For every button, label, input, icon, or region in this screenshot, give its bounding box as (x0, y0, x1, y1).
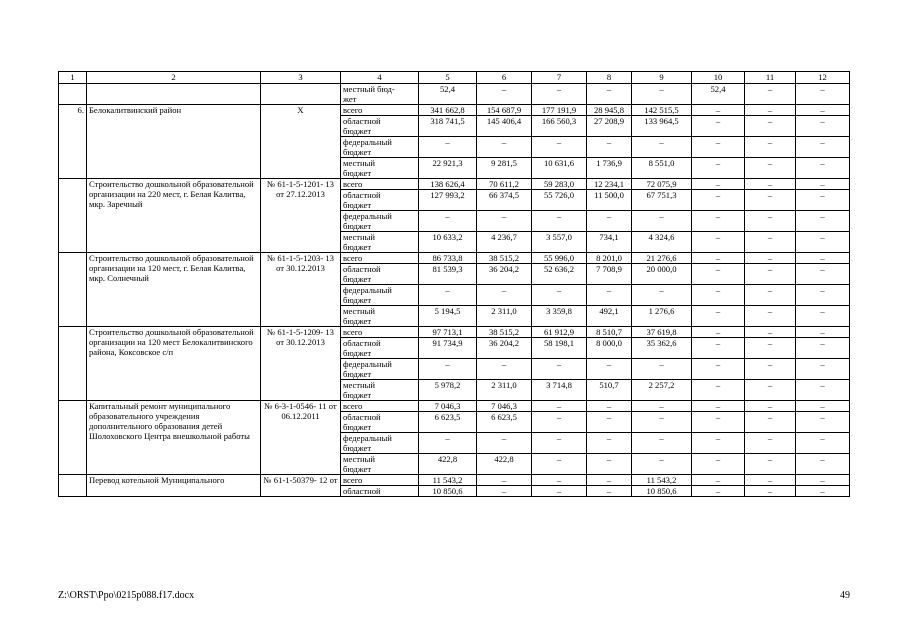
amount-cell: 166 560,3 (532, 116, 587, 137)
amount-cell: 422,8 (419, 454, 477, 475)
amount-cell: 38 515,2 (477, 327, 532, 338)
amount-cell: – (692, 116, 745, 137)
amount-cell: 11 543,2 (419, 475, 477, 486)
funding-source-cell: всего (341, 105, 419, 116)
amount-cell: – (587, 84, 632, 105)
amount-cell: – (745, 211, 796, 232)
funding-source-cell: местный бюджет (341, 232, 419, 253)
column-number: 6 (477, 72, 532, 84)
amount-cell: – (796, 190, 850, 211)
amount-cell: 58 198,1 (532, 338, 587, 359)
amount-cell: 2 311,0 (477, 306, 532, 327)
amount-cell: 492,1 (587, 306, 632, 327)
amount-cell: – (632, 84, 692, 105)
amount-cell: – (692, 338, 745, 359)
column-number: 3 (261, 72, 341, 84)
amount-cell: 37 619,8 (632, 327, 692, 338)
amount-cell: 86 733,8 (419, 253, 477, 264)
amount-cell: – (477, 359, 532, 380)
amount-cell: – (796, 306, 850, 327)
amount-cell: 3 359,8 (532, 306, 587, 327)
amount-cell: – (692, 475, 745, 486)
amount-cell: – (532, 84, 587, 105)
amount-cell: – (796, 401, 850, 412)
amount-cell: 734,1 (587, 232, 632, 253)
funding-source-cell: местный бюджет (341, 380, 419, 401)
amount-cell: 2 311,0 (477, 380, 532, 401)
amount-cell: 127 993,2 (419, 190, 477, 211)
amount-cell: 36 204,2 (477, 264, 532, 285)
amount-cell: – (632, 454, 692, 475)
column-number: 10 (692, 72, 745, 84)
amount-cell: – (632, 137, 692, 158)
project-name-cell: Белокалитвинский район (87, 105, 261, 179)
amount-cell: 5 194,5 (419, 306, 477, 327)
amount-cell: – (796, 475, 850, 486)
amount-cell: – (796, 158, 850, 179)
amount-cell: – (745, 475, 796, 486)
column-number: 12 (796, 72, 850, 84)
row-number-cell (59, 253, 87, 327)
amount-cell: – (796, 359, 850, 380)
amount-cell: 3 557,0 (532, 232, 587, 253)
funding-source-cell: местный бюджет (341, 454, 419, 475)
amount-cell: – (745, 158, 796, 179)
amount-cell: – (796, 327, 850, 338)
funding-source-cell: областной бюджет (341, 264, 419, 285)
amount-cell: – (745, 306, 796, 327)
amount-cell: 3 714,8 (532, 380, 587, 401)
table-row (59, 253, 850, 264)
amount-cell: – (745, 232, 796, 253)
amount-cell: – (796, 264, 850, 285)
amount-cell: 8 551,0 (632, 158, 692, 179)
amount-cell: – (632, 433, 692, 454)
amount-cell: 55 726,0 (532, 190, 587, 211)
amount-cell: 70 611,2 (477, 179, 532, 190)
project-code-cell: № 61-1-5-1203- 13 от 30.12.2013 (261, 253, 341, 327)
amount-cell: – (477, 285, 532, 306)
amount-cell: – (532, 211, 587, 232)
project-name-cell: Перевод котельной Муниципального (87, 475, 261, 497)
amount-cell: – (692, 264, 745, 285)
column-number: 11 (745, 72, 796, 84)
amount-cell: – (532, 359, 587, 380)
amount-cell: – (587, 211, 632, 232)
amount-cell: 27 208,9 (587, 116, 632, 137)
funding-source-cell: всего (341, 327, 419, 338)
row-number-cell: 6. (59, 105, 87, 179)
project-name-cell: Строительство дошкольной образовательной организации на 220 мест, г. Белая Калитва, мкр. Заречный (87, 179, 261, 253)
project-code-cell (261, 84, 341, 105)
amount-cell: 8 000,0 (587, 338, 632, 359)
funding-source-cell: областной (341, 486, 419, 497)
funding-source-cell: всего (341, 401, 419, 412)
amount-cell: 36 204,2 (477, 338, 532, 359)
amount-cell: 9 281,5 (477, 158, 532, 179)
project-name-cell (87, 84, 261, 105)
amount-cell: 11 500,0 (587, 190, 632, 211)
amount-cell: 10 631,6 (532, 158, 587, 179)
amount-cell: – (692, 486, 745, 497)
amount-cell: – (796, 253, 850, 264)
amount-cell: – (745, 285, 796, 306)
amount-cell: – (745, 137, 796, 158)
table-row (59, 179, 850, 190)
project-code-cell: Х (261, 105, 341, 179)
amount-cell: 72 075,9 (632, 179, 692, 190)
amount-cell: – (587, 475, 632, 486)
amount-cell: – (796, 211, 850, 232)
amount-cell: – (587, 412, 632, 433)
amount-cell: – (632, 401, 692, 412)
amount-cell: – (745, 412, 796, 433)
amount-cell: – (745, 359, 796, 380)
table-row (59, 475, 850, 486)
budget-table (58, 71, 850, 497)
amount-cell: 2 257,2 (632, 380, 692, 401)
funding-source-cell: местный бюд- жет (341, 84, 419, 105)
amount-cell: – (587, 486, 632, 497)
amount-cell: – (419, 285, 477, 306)
project-code-cell: № 61-1-50379- 12 от (261, 475, 341, 497)
amount-cell: – (632, 285, 692, 306)
funding-source-cell: всего (341, 253, 419, 264)
page-number: 49 (840, 590, 850, 601)
amount-cell: – (692, 454, 745, 475)
amount-cell: 10 850,6 (632, 486, 692, 497)
amount-cell: 81 539,3 (419, 264, 477, 285)
amount-cell: 10 633,2 (419, 232, 477, 253)
amount-cell: – (745, 380, 796, 401)
project-code-cell: № 6-3-1-0546- 11 от 06.12.2011 (261, 401, 341, 475)
amount-cell: 66 374,5 (477, 190, 532, 211)
amount-cell: – (796, 137, 850, 158)
amount-cell: 7 046,3 (477, 401, 532, 412)
amount-cell: – (692, 412, 745, 433)
amount-cell: 20 000,0 (632, 264, 692, 285)
amount-cell: – (745, 190, 796, 211)
amount-cell: – (796, 412, 850, 433)
amount-cell: 177 191,9 (532, 105, 587, 116)
amount-cell: – (632, 412, 692, 433)
amount-cell: – (587, 433, 632, 454)
amount-cell: – (477, 486, 532, 497)
amount-cell: – (692, 285, 745, 306)
amount-cell: – (745, 401, 796, 412)
funding-source-cell: областной бюджет (341, 338, 419, 359)
amount-cell: – (692, 401, 745, 412)
amount-cell: – (692, 137, 745, 158)
amount-cell: – (745, 84, 796, 105)
amount-cell: – (587, 401, 632, 412)
table-row (59, 84, 850, 105)
amount-cell: 4 324,6 (632, 232, 692, 253)
project-code-cell: № 61-1-5-1201- 13 от 27.12.2013 (261, 179, 341, 253)
amount-cell: 6 623,5 (477, 412, 532, 433)
amount-cell: – (477, 84, 532, 105)
amount-cell: – (477, 211, 532, 232)
amount-cell: – (532, 433, 587, 454)
amount-cell: – (745, 486, 796, 497)
amount-cell: – (532, 285, 587, 306)
amount-cell: 12 234,1 (587, 179, 632, 190)
amount-cell: – (692, 105, 745, 116)
amount-cell: – (692, 179, 745, 190)
amount-cell: – (692, 433, 745, 454)
amount-cell: 55 996,0 (532, 253, 587, 264)
amount-cell: – (419, 433, 477, 454)
amount-cell: 52,4 (419, 84, 477, 105)
amount-cell: – (796, 116, 850, 137)
funding-source-cell: федеральный бюджет (341, 359, 419, 380)
amount-cell: – (796, 486, 850, 497)
amount-cell: – (796, 454, 850, 475)
amount-cell: – (745, 105, 796, 116)
amount-cell: – (692, 359, 745, 380)
amount-cell: 61 912,9 (532, 327, 587, 338)
amount-cell: – (796, 380, 850, 401)
amount-cell: – (632, 359, 692, 380)
column-number: 8 (587, 72, 632, 84)
amount-cell: – (796, 338, 850, 359)
column-number: 7 (532, 72, 587, 84)
amount-cell: 97 713,1 (419, 327, 477, 338)
row-number-cell (59, 327, 87, 401)
project-name-cell: Строительство дошкольной образовательной организации на 120 мест, г. Белая Калитва, мкр. Солнечный (87, 253, 261, 327)
amount-cell: – (532, 412, 587, 433)
column-number: 2 (87, 72, 261, 84)
amount-cell: – (745, 338, 796, 359)
amount-cell: 142 515,5 (632, 105, 692, 116)
amount-cell: 138 626,4 (419, 179, 477, 190)
column-number: 1 (59, 72, 87, 84)
amount-cell: – (419, 211, 477, 232)
funding-source-cell: местный бюджет (341, 306, 419, 327)
amount-cell: – (587, 137, 632, 158)
funding-source-cell: областной бюджет (341, 116, 419, 137)
funding-source-cell: федеральный бюджет (341, 433, 419, 454)
column-number: 9 (632, 72, 692, 84)
amount-cell: 38 515,2 (477, 253, 532, 264)
amount-cell: 21 276,6 (632, 253, 692, 264)
amount-cell: 35 362,6 (632, 338, 692, 359)
project-code-cell: № 61-1-5-1209- 13 от 30.12.2013 (261, 327, 341, 401)
amount-cell: – (477, 433, 532, 454)
amount-cell: 28 945,8 (587, 105, 632, 116)
amount-cell: – (796, 433, 850, 454)
row-number-cell (59, 401, 87, 475)
amount-cell: – (477, 475, 532, 486)
amount-cell: – (745, 179, 796, 190)
amount-cell: 10 850,6 (419, 486, 477, 497)
funding-source-cell: федеральный бюджет (341, 285, 419, 306)
row-number-cell (59, 84, 87, 105)
amount-cell: 145 406,4 (477, 116, 532, 137)
amount-cell: 5 978,2 (419, 380, 477, 401)
amount-cell: – (692, 327, 745, 338)
amount-cell: 1 736,9 (587, 158, 632, 179)
amount-cell: 422,8 (477, 454, 532, 475)
amount-cell: – (796, 285, 850, 306)
amount-cell: – (632, 211, 692, 232)
amount-cell: 52 636,2 (532, 264, 587, 285)
amount-cell: – (532, 137, 587, 158)
amount-cell: – (692, 158, 745, 179)
amount-cell: – (796, 179, 850, 190)
project-name-cell: Капитальный ремонт муниципального образовательного учреждения дополнительного образования детей Шолоховского Центра внешкольной работы (87, 401, 261, 475)
row-number-cell (59, 179, 87, 253)
amount-cell: – (692, 190, 745, 211)
project-name-cell: Строительство дошкольной образовательной организации на 120 мест Белокалитвинского района, Коксовское с/п (87, 327, 261, 401)
amount-cell: 510,7 (587, 380, 632, 401)
amount-cell: – (745, 253, 796, 264)
column-number-row (59, 72, 850, 84)
amount-cell: – (587, 285, 632, 306)
funding-source-cell: местный бюджет (341, 158, 419, 179)
amount-cell: – (532, 454, 587, 475)
amount-cell: – (692, 253, 745, 264)
document-path: Z:\ORST\Ppo\0215p088.f17.docx (58, 590, 195, 601)
table-row (59, 105, 850, 116)
amount-cell: – (532, 475, 587, 486)
amount-cell: – (745, 116, 796, 137)
amount-cell: – (745, 327, 796, 338)
amount-cell: – (532, 486, 587, 497)
amount-cell: – (796, 105, 850, 116)
amount-cell: 7 046,3 (419, 401, 477, 412)
column-number: 5 (419, 72, 477, 84)
amount-cell: 8 201,0 (587, 253, 632, 264)
amount-cell: – (419, 359, 477, 380)
amount-cell: – (692, 211, 745, 232)
amount-cell: 22 921,3 (419, 158, 477, 179)
table-row (59, 327, 850, 338)
amount-cell: 91 734,9 (419, 338, 477, 359)
funding-source-cell: федеральный бюджет (341, 137, 419, 158)
amount-cell: 6 623,5 (419, 412, 477, 433)
amount-cell: – (419, 137, 477, 158)
amount-cell: 59 283,0 (532, 179, 587, 190)
amount-cell: – (745, 433, 796, 454)
amount-cell: 1 276,6 (632, 306, 692, 327)
funding-source-cell: всего (341, 179, 419, 190)
amount-cell: – (532, 401, 587, 412)
row-number-cell (59, 475, 87, 497)
amount-cell: – (796, 84, 850, 105)
amount-cell: – (796, 232, 850, 253)
funding-source-cell: областной бюджет (341, 190, 419, 211)
amount-cell: – (692, 306, 745, 327)
amount-cell: – (587, 454, 632, 475)
amount-cell: – (745, 264, 796, 285)
amount-cell: 318 741,5 (419, 116, 477, 137)
amount-cell: 8 510,7 (587, 327, 632, 338)
amount-cell: 67 751,3 (632, 190, 692, 211)
funding-source-cell: всего (341, 475, 419, 486)
table-row (59, 401, 850, 412)
amount-cell: – (477, 137, 532, 158)
amount-cell: 52,4 (692, 84, 745, 105)
amount-cell: 11 543,2 (632, 475, 692, 486)
funding-source-cell: федеральный бюджет (341, 211, 419, 232)
amount-cell: 133 964,5 (632, 116, 692, 137)
amount-cell: – (745, 454, 796, 475)
amount-cell: 4 236,7 (477, 232, 532, 253)
amount-cell: 154 687,9 (477, 105, 532, 116)
amount-cell: – (692, 232, 745, 253)
amount-cell: 7 708,9 (587, 264, 632, 285)
funding-source-cell: областной бюджет (341, 412, 419, 433)
amount-cell: – (692, 380, 745, 401)
column-number: 4 (341, 72, 419, 84)
amount-cell: 341 662,8 (419, 105, 477, 116)
amount-cell: – (587, 359, 632, 380)
